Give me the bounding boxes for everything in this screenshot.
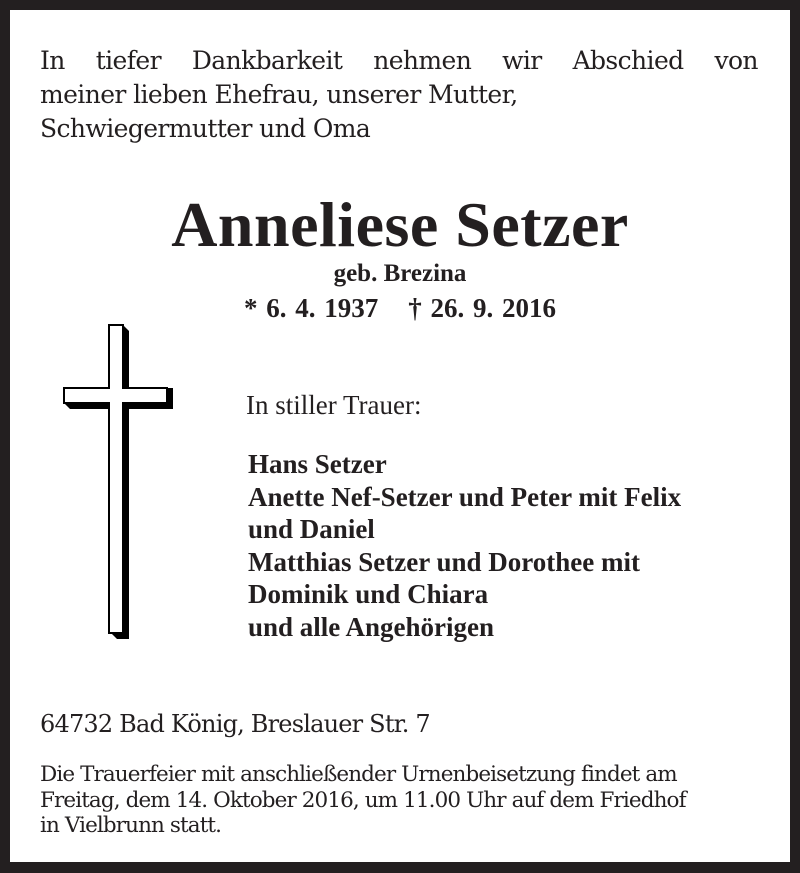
mourner-line: Matthias Setzer und Dorothee mit bbox=[248, 546, 640, 577]
intro-word: Dankbarkeit bbox=[191, 46, 343, 75]
intro-word: Abschied bbox=[572, 46, 684, 75]
intro-line-3: Schwiegermutter und Oma bbox=[40, 114, 371, 143]
intro-word: In bbox=[40, 46, 65, 75]
latin-cross-icon bbox=[60, 323, 175, 643]
birth-name: geb. Brezina bbox=[333, 260, 467, 287]
ceremony-line: Freitag, dem 14. Oktober 2016, um 11.00 Uhr auf dem Friedhof bbox=[40, 787, 686, 813]
mourners-label: In stiller Trauer: bbox=[246, 390, 422, 420]
mourner-line: und alle Angehörigen bbox=[248, 611, 495, 642]
deceased-name: Anneliese Setzer bbox=[171, 189, 629, 260]
mourner-line: Anette Nef-Setzer und Peter mit Felix bbox=[248, 481, 682, 512]
intro-line-1 bbox=[40, 44, 758, 78]
intro-text bbox=[40, 44, 758, 146]
mourners-list bbox=[248, 448, 681, 643]
ceremony-line: Die Trauerfeier mit anschließender Urnenbeisetzung findet am bbox=[40, 762, 677, 787]
birth-date: * 6. 4. 1937 bbox=[244, 293, 379, 323]
obituary-card bbox=[10, 10, 790, 862]
death-date: † 26. 9. 2016 bbox=[408, 293, 556, 323]
ceremony-line: in Vielbrunn statt. bbox=[40, 813, 222, 838]
intro-word: nehmen bbox=[373, 46, 472, 75]
intro-word: wir bbox=[502, 46, 542, 75]
address: 64732 Bad König, Breslauer Str. 7 bbox=[40, 710, 430, 738]
mourner-line: Dominik und Chiara bbox=[248, 579, 489, 609]
life-dates bbox=[10, 293, 790, 324]
intro-word: von bbox=[714, 46, 758, 75]
mourner-line: Hans Setzer bbox=[248, 449, 387, 479]
ceremony-info bbox=[40, 762, 770, 839]
intro-word: tiefer bbox=[95, 46, 161, 75]
intro-line-2: meiner lieben Ehefrau, unserer Mutter, bbox=[40, 80, 518, 109]
mourner-line: und Daniel bbox=[248, 514, 375, 544]
